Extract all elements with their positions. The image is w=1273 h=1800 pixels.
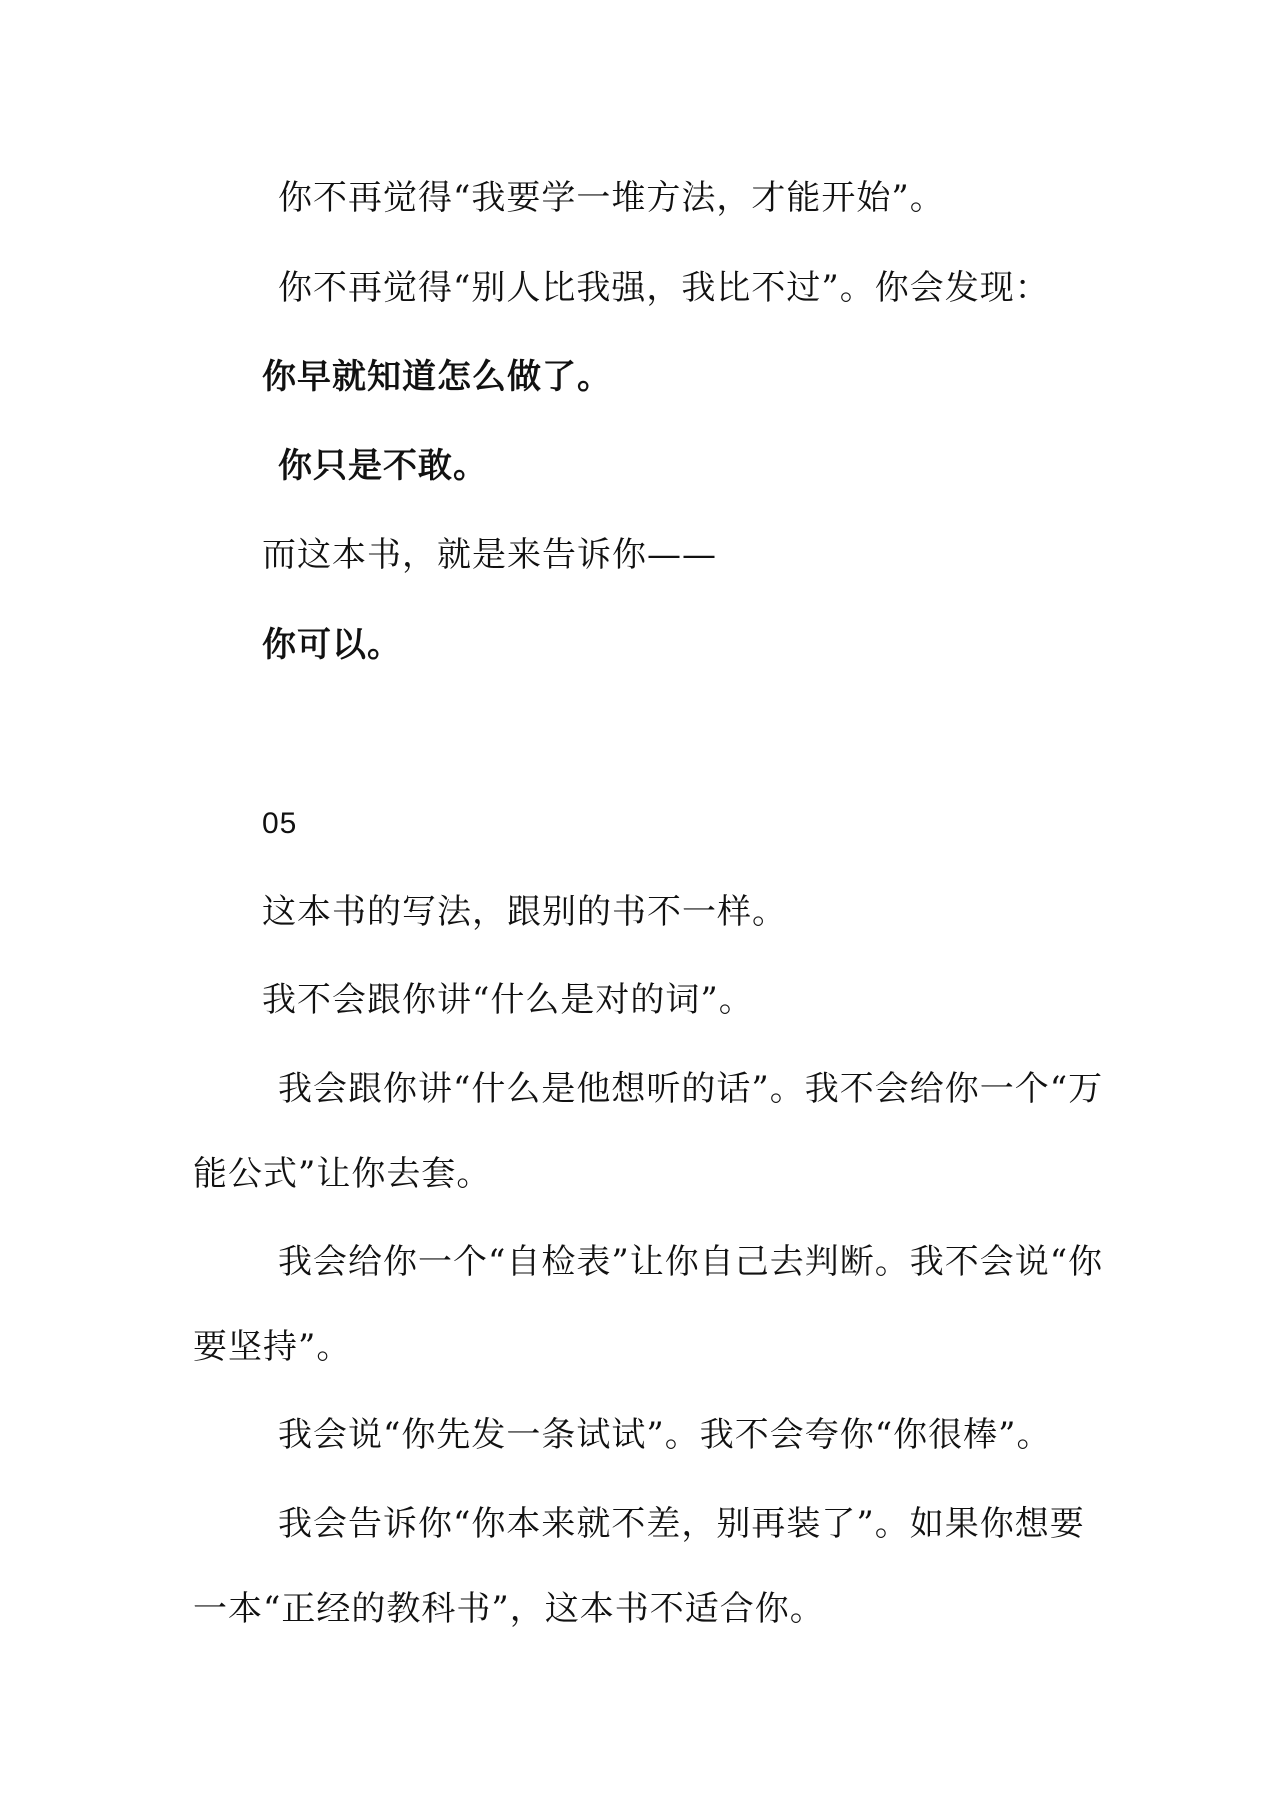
paragraph-line: 要坚持”。 [193,1327,352,1367]
paragraph: 你不再觉得“别人比我强，我比不过”。你会发现： [278,268,1050,308]
bold-paragraph: 你早就知道怎么做了。 [262,357,612,397]
bold-paragraph: 你可以。 [262,625,402,665]
paragraph: 我会说“你先发一条试试”。我不会夸你“你很棒”。 [278,1415,1052,1455]
paragraph: 我不会跟你讲“什么是对的词”。 [262,980,754,1020]
paragraph: 你不再觉得“我要学一堆方法，才能开始”。 [278,178,945,218]
paragraph-line: 能公式”让你去套。 [193,1154,492,1194]
paragraph: 而这本书，就是来告诉你—— [262,535,717,575]
section-number: 05 [262,807,298,840]
paragraph-line: 一本“正经的教科书”，这本书不适合你。 [193,1589,825,1629]
paragraph: 这本书的写法，跟别的书不一样。 [262,892,787,932]
paragraph-line: 我会给你一个“自检表”让你自己去判断。我不会说“你 [278,1242,1104,1282]
paragraph-line: 我会跟你讲“什么是他想听的话”。我不会给你一个“万 [278,1069,1104,1109]
paragraph-line: 我会告诉你“你本来就不差，别再装了”。如果你想要 [278,1504,1085,1544]
bold-paragraph: 你只是不敢。 [278,446,488,486]
